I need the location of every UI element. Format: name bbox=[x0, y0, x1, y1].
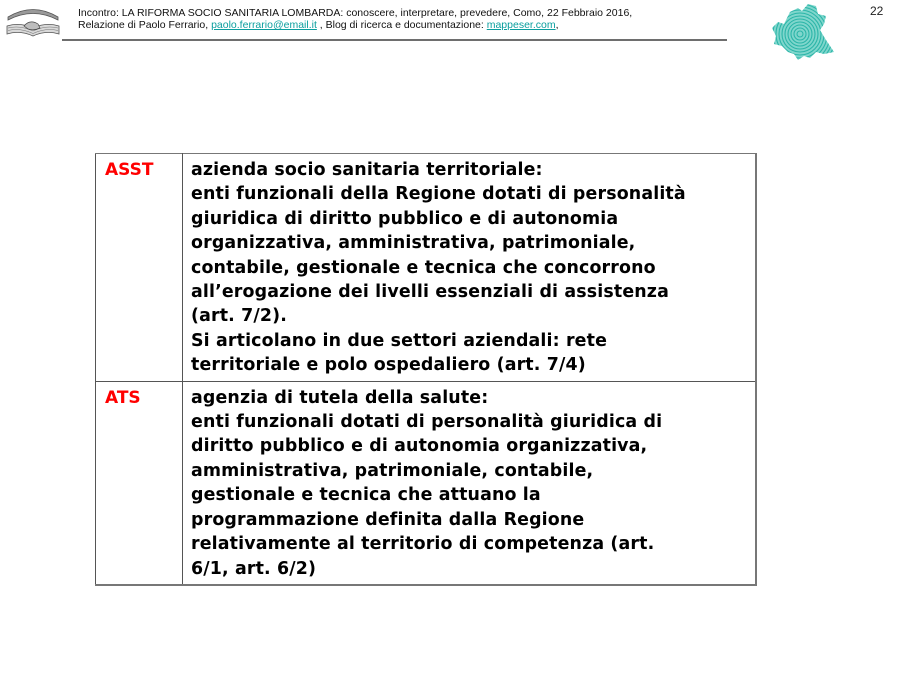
presentation-header bbox=[78, 7, 632, 31]
header-divider bbox=[62, 39, 727, 41]
lombardia-region-map-icon bbox=[768, 2, 840, 64]
definition-line: amministrativa, patrimoniale, contabile, bbox=[191, 460, 594, 481]
definition-line: gestionale e tecnica che attuano la bbox=[191, 485, 541, 506]
definition-line: 6/1, art. 6/2) bbox=[191, 558, 317, 579]
table-row-asst bbox=[96, 154, 757, 382]
definition-line: (art. 7/2). bbox=[191, 306, 287, 327]
definition-title: agenzia di tutela della salute: bbox=[191, 387, 489, 408]
page-number: 22 bbox=[870, 4, 884, 18]
speaker-line: Relazione di Paolo Ferrario, paolo.ferrario@email.it , Blog di ricerca e documentazione: mappeser.com, bbox=[78, 19, 559, 31]
definition-line: all’erogazione dei livelli essenziali di assistenza bbox=[191, 282, 669, 303]
definition-line: enti funzionali dotati di personalità giuridica di bbox=[191, 412, 663, 433]
definition-line: contabile, gestionale e tecnica che concorrono bbox=[191, 257, 656, 278]
definition-cell bbox=[183, 154, 757, 382]
table-row-ats bbox=[96, 381, 757, 585]
definition-line: enti funzionali della Regione dotati di personalità bbox=[191, 184, 686, 205]
definitions-table bbox=[95, 153, 757, 586]
definition-line: territoriale e polo ospedaliero (art. 7/4) bbox=[191, 355, 586, 376]
definition-line: programmazione definita dalla Regione bbox=[191, 509, 585, 530]
blog-link[interactable]: mappeser.com bbox=[486, 19, 556, 31]
definition-line: diritto pubblico e di autonomia organizzativa, bbox=[191, 436, 648, 457]
book-handshake-logo-icon bbox=[4, 4, 62, 38]
definition-line: giuridica di diritto pubblico e di autonomia bbox=[191, 208, 619, 229]
definition-cell bbox=[183, 381, 757, 585]
event-title: Incontro: LA RIFORMA SOCIO SANITARIA LOMBARDA: conoscere, interpretare, prevedere, Como, 22 Febbraio 2016, bbox=[78, 7, 633, 19]
definition-line: relativamente al territorio di competenza (art. bbox=[191, 534, 655, 555]
definition-line: Si articolano in due settori aziendali: rete bbox=[191, 330, 608, 351]
definition-title: azienda socio sanitaria territoriale: bbox=[191, 160, 543, 180]
email-link[interactable]: paolo.ferrario@email.it bbox=[211, 19, 317, 31]
definition-line: organizzativa, amministrativa, patrimoniale, bbox=[191, 233, 636, 254]
acronym-cell: ASST bbox=[96, 154, 183, 382]
acronym-cell: ATS bbox=[96, 381, 183, 585]
